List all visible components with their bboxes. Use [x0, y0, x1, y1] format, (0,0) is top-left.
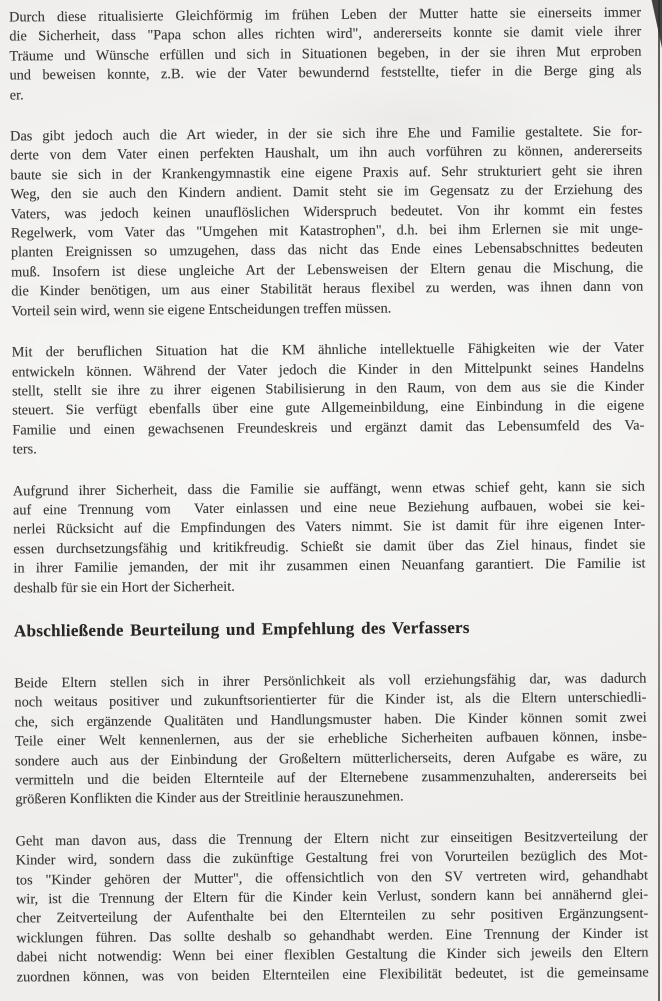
paragraph [16, 827, 649, 987]
scan-edge-artifact [658, 0, 660, 1001]
text-line: Träume und Wünsche erfüllen und sich in Situationen begeben, in der sie ihren Mut erproben [9, 43, 642, 65]
text-line: che, sich ergänzende Qualitäten und Handlungsmuster haben. Die Kinder können somit zwei [14, 709, 647, 731]
text-line: er. [9, 87, 24, 104]
text-line: planten Ereignissen so umzugehen, dass das nicht das Ende eines Lebensabschnittes bedeuten [10, 239, 644, 261]
text-line: die Sicherheit, dass "Papa schon alles richten wird", andererseits konnte sie damit viele ihrer [9, 23, 642, 45]
text-line: Das gibt jedoch auch die Art wieder, in der sie sich ihre Ehe und Familie gestaltete. Sie for- [10, 123, 643, 145]
text-line: tos "Kinder gehören der Mutter", die offensichtlich von den SV vertreten wird, gehandhabt [15, 867, 648, 889]
text-line: nerlei Rücksicht auf die Empfindungen des Vaters nimmt. Sie ist damit für ihre eigenen Inter- [13, 516, 646, 538]
text-line: cher Zeitverteilung der Aufenthalte bei den Elternteilen zu sehr positiven Ergänzungsent- [16, 905, 649, 927]
text-line: Weg, den sie auch den Kindern andient. Damit steht sie im Gegensatz zu der Erziehung des [10, 181, 643, 203]
paragraph [13, 477, 646, 598]
text-line: deshalb für sie ein Hort der Sicherheit. [13, 578, 235, 597]
text-line: die Kinder benötigen, um aus einer Stabilität heraus flexibel zu werden, was ihnen dann von [11, 278, 644, 300]
text-line: entwickeln können. Während der Vater jedoch die Kinder in den Mittelpunkt seines Handelns [11, 359, 644, 380]
text-line: Durch diese ritualisierte Gleichförmig im frühen Leben der Mutter hatte sie einerseits immer [9, 4, 642, 26]
text-line: Beide Eltern stellen sich in ihrer Persönlichkeit als voll erziehungsfähig dar, was dadurch [14, 670, 647, 692]
text-line: Geht man davon aus, dass die Trennung der Eltern nicht zur einseitigen Besitzverteilung der [15, 828, 648, 850]
text-line: Vorteil sein wird, wenn sie eigene Entscheidungen treffen müssen. [11, 300, 392, 320]
text-line: baute sie sich in der Krankengymnastik eine eigene Praxis auf. Sehr strukturiert geht sie ihren [10, 162, 643, 184]
text-line: stellt, stellt sie ihre zu ihrer eigenen Stabilisierung in den Raum, von dem aus sie die Kinder [12, 378, 645, 400]
text-line: muß. Insofern ist diese ungleiche Art der Lebensweisen der Eltern genau die Mischung, die [11, 259, 644, 281]
text-line: größeren Konflikten die Kinder aus der Streitlinie herauszunehmen. [15, 788, 404, 808]
text-line: dabei nicht notwendig: Wenn bei einer flexiblen Gestaltung die Kinder sich jeweils den Eltern [16, 944, 649, 966]
document-body [9, 4, 649, 1001]
text-line: ters. [12, 441, 37, 458]
text-line: und beweisen konnte, z.B. wie der Vater bewundernd feststellte, tiefer in die Berge ging als [9, 62, 642, 84]
section-heading: Abschließende Beurteilung und Empfehlung des Verfassers [13, 617, 470, 641]
text-line: sondere auch aus der Einbindung der Großeltern mütterlicherseits, deren Aufgabe es wäre, zu [14, 748, 648, 770]
text-line: Mit der beruflichen Situation hat die KM ähnliche intellektuelle Fähigkeiten wie der Vater [11, 339, 644, 361]
text-line: vermitteln und die beiden Elternteile auf der Elternebene zusammenzuhalten, andererseits bei [15, 767, 648, 789]
text-line: auf eine Trennung vom Vater einlassen und eine neue Beziehung aufbauen, wobei sie kei- [12, 497, 646, 519]
text-line: Kinder wird, sondern dass die zukünftige Gestaltung frei von Vorurteilen bezüglich des Mot- [15, 847, 648, 869]
text-line: in ihrer Familie jemanden, der mit ihr zusammen einen Neuanfang garantiert. Die Familie ist [13, 555, 646, 577]
text-line: Teile einer Welt kennenlernen, aus der sie erhebliche Sicherheiten aufbauen können, insbe- [14, 728, 647, 750]
text-line: Aufgrund ihrer Sicherheit, dass die Familie sie auffängt, wenn etwas schief geht, kann sie sich [12, 478, 645, 500]
text-line: wicklungen führen. Das sollte deshalb so gehandhabt werden. Eine Trennung der Kinder ist [16, 925, 649, 947]
paragraph [14, 669, 647, 810]
text-line: Regelwerk, vom Vater das "Umgehen mit Katastrophen", d.h. bei ihm Erlernen sie mit unge- [10, 220, 643, 242]
text-line: derte von dem Vater einen perfekten Haushalt, um ihn auch vorführen zu können, andererseits [10, 142, 643, 164]
text-line: steuert. Sie verfügt ebenfalls über eine gute Allgemeinbildung, eine Einbindung in die eigene [12, 397, 645, 419]
text-line: essen durchsetzungsfähig und kritikfreudig. Schießt sie damit über das Ziel hinaus, findet sie [13, 536, 646, 558]
text-line: noch weitaus positiver und zukunftsorientierter für die Kinder ist, als die Eltern unterschiedli- [14, 689, 647, 711]
text-line: wir, ist die Trennung der Eltern für die Kinder kein Verlust, sondern kann bei annähernd glei- [16, 886, 649, 908]
paragraph [9, 4, 642, 106]
text-line: Familie und einen gewachsenen Freundeskreis und ergänzt damit das Lebensumfeld des Va- [12, 417, 645, 439]
text-line: Vaters, was jedoch keinen unauflöslichen Widerspruch bedeutet. Von ihr kommt ein festes [10, 201, 643, 223]
text-line: zuordnen können, was von beiden Elternteilen eine Flexibilität bedeutet, ist die gemeinsame [16, 964, 649, 986]
paragraph [12, 339, 645, 460]
paragraph [10, 123, 644, 322]
